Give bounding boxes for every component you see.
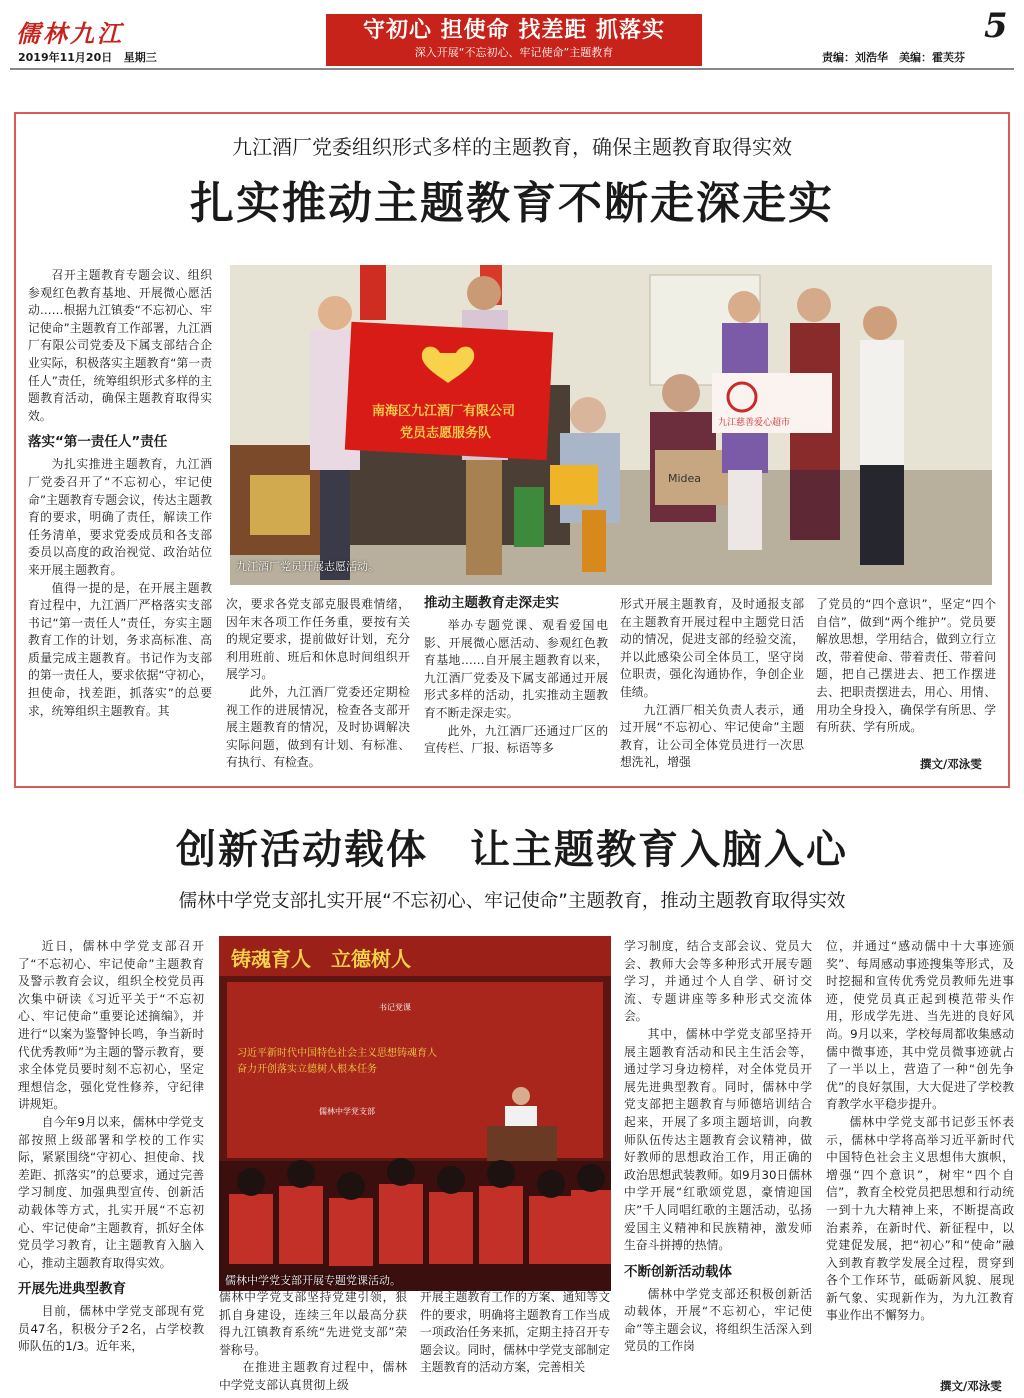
theme-banner-subtitle: 深入开展“不忘初心、牢记使命”主题教育 — [414, 46, 614, 59]
screen-line-2: 奋力开创落实立德树人根本任务 — [237, 1064, 377, 1075]
article2-paragraph: 儒林中学党支部坚持党建引领，狠抓自身建设，连续三年以最高分获得九江镇教育系统“先进党支部”荣誉称号。 — [219, 1290, 407, 1357]
article1-column-2 — [226, 596, 410, 772]
article2-section2-heading: 不断创新活动载体 — [624, 1263, 732, 1280]
article2-paragraph: 其中，儒林中学党支部坚持开展主题教育活动和民主生活会等，通过学习身边榜样，对全体党员开展先进典型教育。同时，儒林中学党支部把主题教育与师德培训结合起来，开展了多项主题培训，向教师队伍传达主题教育会议精神，做好教师的思想政治工作，用正确的政治思想武装教师。如9月30日儒林中学开展“红歌颂党恩，豪情迎国庆”千人同唱红歌的主题活动，弘扬爱国主义精神和民族精神，激发师生奋斗拼搏的热情。 — [624, 1026, 812, 1253]
screen-label: 书记党课 — [379, 1003, 411, 1012]
article2-paragraph: 目前，儒林中学党支部现有党员47名，积极分子2名，占学校教师队伍的1/3。近年来， — [18, 1304, 204, 1354]
newspaper-brand: 儒林九江 — [16, 19, 124, 48]
flag-text-company: 南海区九江酒厂有限公司 — [372, 404, 516, 419]
article1-subtitle: 九江酒厂党委组织形式多样的主题教育，确保主题教育取得实效 — [232, 135, 792, 159]
article2-paragraph: 儒林中学党支部还积极创新活动载体，开展“不忘初心，牢记使命”等主题会议，将组织生活深入到党员的工作岗 — [624, 1286, 812, 1354]
article2-column-1 — [18, 938, 204, 1356]
article2-subtitle: 儒林中学党支部扎实开展“不忘初心、牢记使命”主题教育，推动主题教育取得实效 — [178, 891, 846, 912]
dateline — [18, 49, 157, 65]
volunteer-scene-illustration — [230, 265, 992, 585]
article1-paragraph: 为扎实推进主题教育，九江酒厂党委召开了“不忘初心，牢记使命”主题教育专题会议，传达主题教育的要求，明确了责任，解读工作任务清单，要求党委成员和各支部委员以高度的政治视觉、政治站位来开展主题教育。 — [28, 457, 212, 577]
article2-paragraph: 近日，儒林中学党支部召开了“不忘初心、牢记使命”主题教育及警示教育会议，组织全校党员再次集中研读《习近平关于“不忘初心、牢记使命”重要论述摘编》，并进行“以案为鉴警钟长鸣，争当新时代优秀教师”为主题的警示教育，要求全体党员要时刻不忘初心，坚定理想信念，强化党性修养，守纪律讲规矩。 — [18, 939, 204, 1112]
article1-paragraph: 九江酒厂相关负责人表示，通过开展“不忘初心、牢记使命”主题教育，让公司全体党员进行一次思想洗礼，增强 — [620, 702, 804, 770]
article2-paragraph: 儒林中学党支部书记彭玉怀表示，儒林中学将高举习近平新时代中国特色社会主义思想伟大旗帜，增强“四个意识”，树牢“四个自信”，教育全校党员把思想和行动统一到十九大精神上来，不断提高政治素养，在新时代、新征程中，以党建促发展，把“初心”和“使命”融入到教育教学发展全过程，贯穿到各个工作环节，砥砺新风貌、展现新气象、实现新作为，为九江教育事业作出不懈努力。 — [826, 1114, 1014, 1323]
article1-paragraph: 举办专题党课、观看爱国电影、开展微心愿活动、参观红色教育基地……自开展主题教育以来，九江酒厂党委及下属支部通过开展形式多样的活动，扎实推动主题教育不断走深走实。 — [424, 618, 608, 720]
article2-paragraph: 开展主题教育工作的方案、通知等文件的要求，明确将主题教育工作当成一项政治任务来抓，定期主持召开专题会议。同时，儒林中学党支部制定主题教育的活动方案，完善相关 — [420, 1290, 610, 1375]
article2-column-4 — [624, 938, 812, 1356]
article1-paragraph: 次，要求各党支部克服畏难情绪，因年末各项工作任务重，要按有关的规定要求，提前做好计划，充分利用班前、班后和休息时间组织开展学习。 — [226, 597, 410, 682]
article1-column-4 — [620, 596, 804, 772]
article1-photo-caption: 九江酒厂党员开展志愿活动。 — [236, 560, 379, 573]
article1-photo — [230, 265, 992, 585]
article1-paragraph: 形式开展主题教育，及时通报支部在主题教育开展过程中主题党日活动的情况，促进支部的经验交流，并以此感染公司全体员工，坚守岗位职责，强化沟通协作，争创企业佳绩。 — [620, 597, 804, 699]
article1-intro: 召开主题教育专题会议、组织参观红色教育基地、开展微心愿活动……根据九江镇委“不忘初心、牢记使命”主题教育工作部署，九江酒厂有限公司党委及下属支部结合企业实际，积极落实主题教育“第一责任人”责任，统筹组织形式多样的主题教育活动，确保主题教育取得实效。 — [28, 268, 212, 423]
article1-headline: 扎实推动主题教育不断走深走实 — [190, 178, 834, 229]
box-brand-label: Midea — [668, 472, 702, 485]
screen-footer: 儒林中学党支部 — [319, 1107, 375, 1116]
article2-paragraph: 在推进主题教育过程中，儒林中学党支部认真贯彻上级 — [219, 1360, 407, 1392]
article2-byline: 撰文/邓泳雯 — [940, 1379, 1002, 1393]
article2-paragraph: 学习制度，结合支部会议、党员大会、教师大会等多种形式开展专题学习，并通过个人自学、研讨交流、专题讲座等多种形式交流体会。 — [624, 939, 812, 1024]
article1-byline: 撰文/邓泳雯 — [920, 757, 982, 771]
article2-photo — [219, 936, 611, 1291]
article1-paragraph: 值得一提的是，在开展主题教育过程中，九江酒厂严格落实支部书记“第一责任人”责任，夯实主题教育工作的计划，务求高标准、高质量完成主题教育。书记作为支部的第一责任人，要求依据“守初心，担使命，找差距，抓落实”的总要求，统筹组织主题教育。其 — [28, 580, 212, 718]
page-number: 5 — [984, 6, 1008, 46]
article2-column-3 — [420, 1289, 610, 1377]
article2-paragraph: 自今年9月以来，儒林中学党支部按照上级部署和学校的工作实际，紧紧围绕“守初心、担使命、找差距、抓落实”的总要求，通过完善学习制度、加强典型宣传、创新活动载体等方式，扎实开展“不忘初心、牢记使命”主题教育，抓好全体党员学习教育，让主题教育入脑入心，推动主题教育取得实效。 — [18, 1114, 204, 1270]
article2-photo-caption: 儒林中学党支部开展专题党课活动。 — [225, 1274, 401, 1287]
article1-section1-heading: 落实“第一责任人”责任 — [28, 434, 168, 451]
screen-line-1: 习近平新时代中国特色社会主义思想铸魂育人 — [237, 1048, 437, 1059]
article2-paragraph: 位，并通过“感动儒中十大事迹颁奖”、每周感动事迹搜集等形式，及时挖掘和宣传优秀党员教师先进事迹，使党员真正起到模范带头作用，形成学先进、当先进的良好风尚。9月以来，学校每周都收集感动儒中微事迹，其中党员微事迹就占了一半以上，营造了一种“创先争优”的良好氛围，大大促进了学校教育教学水平稳步提升。 — [826, 939, 1014, 1112]
masthead-divider — [10, 68, 1014, 70]
article2-section1-heading: 开展先进典型教育 — [18, 1281, 126, 1298]
theme-banner-title: 守初心 担使命 找差距 抓落实 — [363, 18, 665, 43]
article2-headline: 创新活动载体 让主题教育入脑入心 — [176, 826, 848, 873]
article2-column-5 — [826, 938, 1014, 1325]
article1-paragraph: 此外，九江酒厂还通过厂区的宣传栏、厂报、标语等多 — [424, 723, 608, 756]
screen-slogan: 铸魂育人 立德树人 — [231, 947, 411, 971]
article1-column-3 — [424, 592, 608, 758]
article2-column-2 — [219, 1289, 407, 1395]
theme-banner — [326, 14, 702, 66]
issue-date: 2019年11月20日 — [18, 51, 113, 64]
lecture-scene-illustration — [219, 936, 611, 1291]
issue-weekday: 星期三 — [123, 51, 157, 64]
article1-column-1 — [28, 267, 212, 720]
article1-paragraph: 了党员的“四个意识”，坚定“四个自信”，做到“两个维护”。党员要解放思想，学用结合，做到立行立改，带着使命、带着责任、带着问题，把自己摆进去、把工作摆进去、把职责摆进去，用心、用情、用功全身投入，确保学有所思、学有所获、学有所成。 — [816, 597, 996, 735]
charity-banner-text: 九江慈善爱心超市 — [718, 418, 791, 428]
article1-section2-heading: 推动主题教育走深走实 — [424, 595, 559, 611]
editors-credit: 责编：刘浩华 美编：霍芙芬 — [822, 51, 965, 64]
article1-column-5 — [816, 596, 996, 737]
article1-paragraph: 此外，九江酒厂党委还定期检视工作的进展情况，检查各支部开展主题教育的情况，及时协调解决实际问题，做到有计划、有标准、有执行、有检查。 — [226, 684, 410, 770]
flag-text-team: 党员志愿服务队 — [400, 426, 492, 441]
